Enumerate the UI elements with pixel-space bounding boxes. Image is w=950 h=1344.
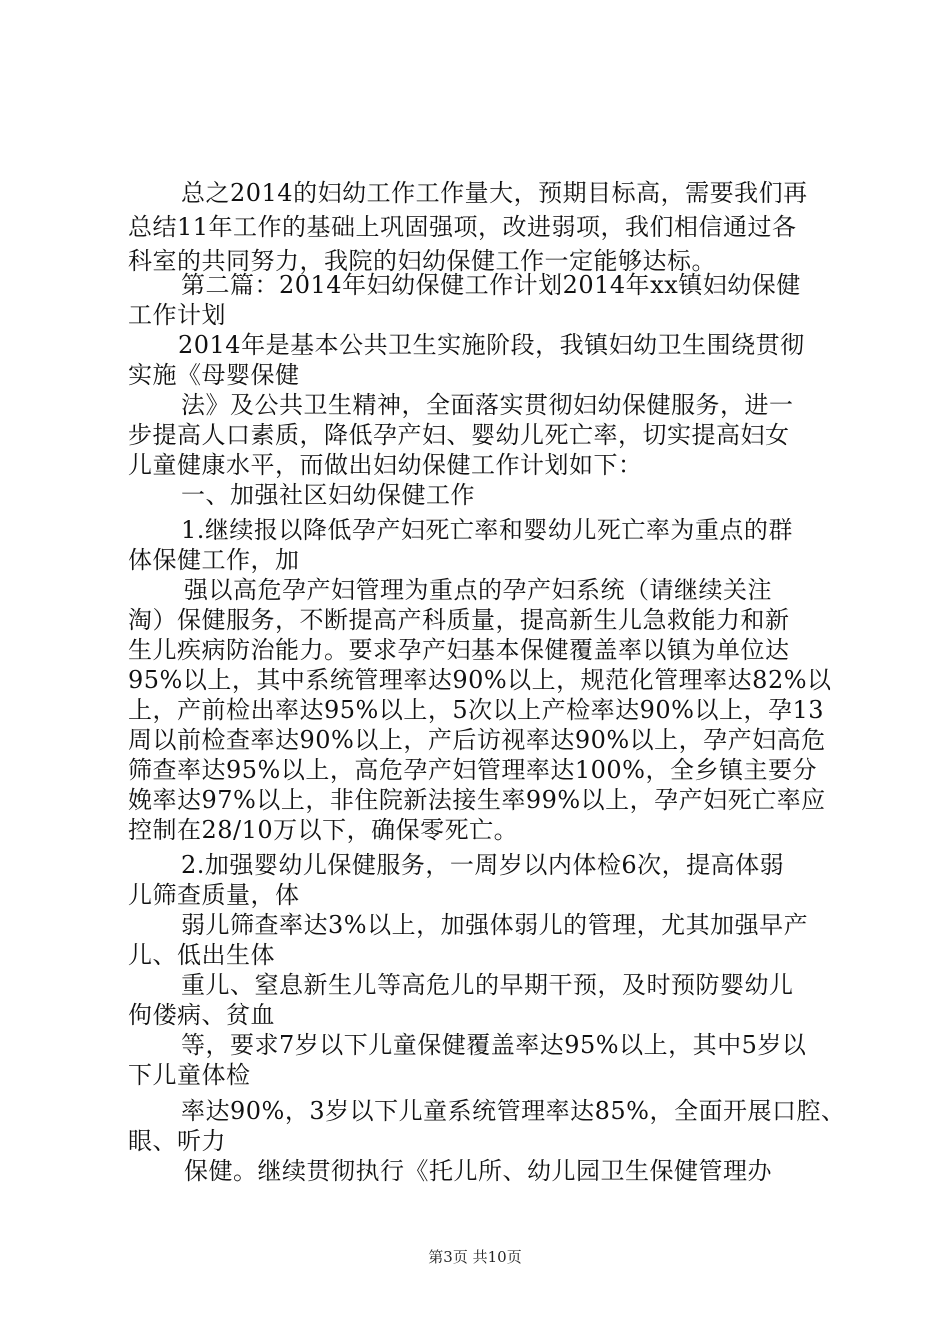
text-line: 儿筛查质量，体 xyxy=(128,881,300,909)
text-line: 筛查率达95%以上，高危孕产妇管理率达100%，全乡镇主要分 xyxy=(128,756,817,784)
text-line: 上，产前检出率达95%以上，5次以上产检率达90%以上，孕13 xyxy=(128,696,824,724)
text-line: 2.加强婴幼儿保健服务，一周岁以内体检6次，提高体弱 xyxy=(181,851,785,879)
subsection-heading: 一、加强社区妇幼保健工作 xyxy=(181,481,475,509)
text-line: 控制在28/10万以下，确保零死亡。 xyxy=(128,816,519,844)
text-line: 生儿疾病防治能力。要求孕产妇基本保健覆盖率以镇为单位达 xyxy=(128,636,790,664)
text-line: 总之2014的妇幼工作工作量大，预期目标高，需要我们再 xyxy=(181,179,808,207)
text-line: 眼、听力 xyxy=(128,1127,226,1155)
text-line: 弱儿筛查率达3%以上，加强体弱儿的管理，尤其加强早产 xyxy=(181,911,809,939)
text-line: 儿、低出生体 xyxy=(128,941,275,969)
text-line: 保健。继续贯彻执行《托儿所、幼儿园卫生保健管理办 xyxy=(184,1157,772,1185)
page-number-footer: 第3页 共10页 xyxy=(428,1248,522,1266)
section-heading-continued: 工作计划 xyxy=(128,301,226,329)
text-line: 周以前检查率达90%以上，产后访视率达90%以上，孕产妇高危 xyxy=(128,726,826,754)
text-line: 强以高危孕产妇管理为重点的孕产妇系统（请继续关注 xyxy=(184,576,772,604)
text-line: 淘）保健服务，不断提高产科质量，提高新生儿急救能力和新 xyxy=(128,606,790,634)
text-line: 佝偻病、贫血 xyxy=(128,1001,275,1029)
text-line: 实施《母婴保健 xyxy=(128,361,300,389)
text-line: 率达90%，3岁以下儿童系统管理率达85%，全面开展口腔、 xyxy=(181,1097,846,1125)
text-line: 2014年是基本公共卫生实施阶段，我镇妇幼卫生围绕贯彻 xyxy=(178,331,805,359)
text-line: 总结11年工作的基础上巩固强项，改进弱项，我们相信通过各 xyxy=(128,213,797,241)
text-line: 科室的共同努力，我院的妇幼保健工作一定能够达标。 xyxy=(128,247,716,275)
text-line: 体保健工作，加 xyxy=(128,546,300,574)
text-line: 步提高人口素质，降低孕产妇、婴幼儿死亡率，切实提高妇女 xyxy=(128,421,790,449)
section-heading: 第二篇：2014年妇幼保健工作计划2014年xx镇妇幼保健 xyxy=(181,271,801,299)
text-line: 下儿童体检 xyxy=(128,1061,251,1089)
text-line: 法》及公共卫生精神，全面落实贯彻妇幼保健服务，进一 xyxy=(181,391,794,419)
text-line: 95%以上，其中系统管理率达90%以上，规范化管理率达82%以 xyxy=(128,666,832,694)
text-line: 重儿、窒息新生儿等高危儿的早期干预，及时预防婴幼儿 xyxy=(181,971,794,999)
text-line: 1.继续报以降低孕产妇死亡率和婴幼儿死亡率为重点的群 xyxy=(181,516,793,544)
text-line: 等，要求7岁以下儿童保健覆盖率达95%以上，其中5岁以 xyxy=(181,1031,807,1059)
text-line: 娩率达97%以上，非住院新法接生率99%以上，孕产妇死亡率应 xyxy=(128,786,826,814)
text-line: 儿童健康水平，而做出妇幼保健工作计划如下： xyxy=(128,451,643,479)
